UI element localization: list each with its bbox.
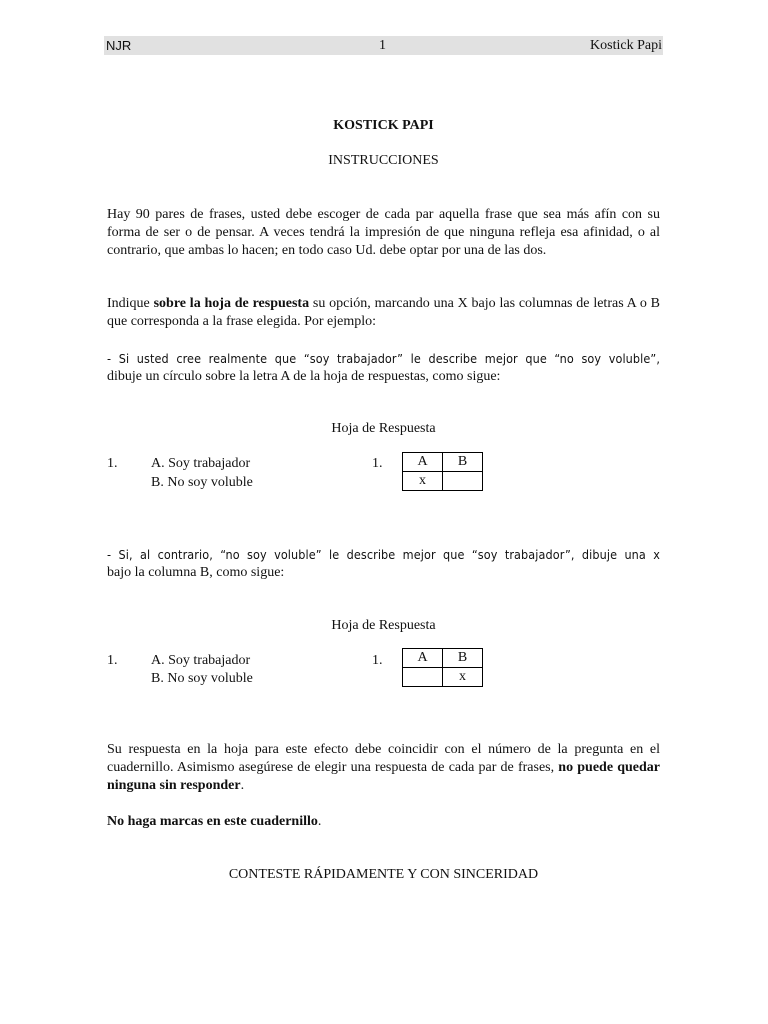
answer-header-a: A	[403, 649, 443, 668]
example1-option-b: B. No soy voluble	[151, 475, 253, 490]
example1-item-number: 1.	[107, 456, 118, 471]
example2-option-a: A. Soy trabajador	[151, 653, 251, 668]
example2-answer-grid	[402, 648, 483, 687]
example1-sheet-title: Hoja de Respuesta	[331, 421, 436, 436]
example2-sheet-title: Hoja de Respuesta	[331, 618, 436, 633]
no-marks-note: No haga marcas en este cuadernillo.	[107, 814, 322, 829]
document-title: KOSTICK PAPI	[333, 118, 434, 133]
example2-item-number: 1.	[107, 653, 118, 668]
answer-mark-a	[403, 668, 443, 687]
intro-paragraph: Hay 90 pares de frases, usted debe escoger de cada par aquella frase que sea más afín con su forma de ser o de pensar. A veces tendrá la impresión de que ninguna refleja esa afinidad, o al contrario, que ambas lo hacen; en todo caso Ud. debe optar por una de las dos.	[107, 207, 660, 258]
indicate-paragraph: Indique sobre la hoja de respuesta su opción, marcando una X bajo las columnas de letras A o B que corresponda a la frase elegida. Por ejemplo:	[107, 296, 660, 329]
example2-text	[107, 546, 660, 582]
example2-option-b: B. No soy voluble	[151, 671, 253, 686]
example1-answer-grid	[402, 452, 483, 491]
final-instruction: CONTESTE RÁPIDAMENTE Y CON SINCERIDAD	[228, 867, 539, 882]
example1-text	[107, 350, 660, 386]
example1-line2: dibuje un círculo sobre la letra A de la hoja de respuestas, como sigue:	[107, 369, 501, 384]
header-left: NJR	[106, 38, 132, 53]
example1-line1: - Si usted cree realmente que “soy trabajador” le describe mejor que “no soy voluble”,	[107, 351, 660, 366]
example2-line2: bajo la columna B, como sigue:	[107, 565, 285, 580]
example2-sheet-number: 1.	[372, 653, 383, 668]
header-right: Kostick Papi	[590, 38, 662, 53]
answer-mark-b	[443, 472, 483, 491]
page-number: 1	[379, 38, 386, 53]
page-header	[104, 36, 663, 55]
closing-paragraph: Su respuesta en la hoja para este efecto debe coincidir con el número de la pregunta en el cuadernillo. Asimismo asegúrese de elegir una respuesta de cada par de frases, no puede quedar ninguna sin responder.	[107, 742, 660, 793]
answer-mark-a: x	[403, 472, 443, 491]
answer-header-b: B	[443, 453, 483, 472]
example2-line1: - Si, al contrario, “no soy voluble” le describe mejor que “soy trabajador”, dibuje una x	[107, 547, 660, 562]
answer-header-a: A	[403, 453, 443, 472]
answer-mark-b: x	[443, 668, 483, 687]
document-subtitle: INSTRUCCIONES	[328, 153, 439, 168]
example1-option-a: A. Soy trabajador	[151, 456, 251, 471]
example1-sheet-number: 1.	[372, 456, 383, 471]
answer-header-b: B	[443, 649, 483, 668]
